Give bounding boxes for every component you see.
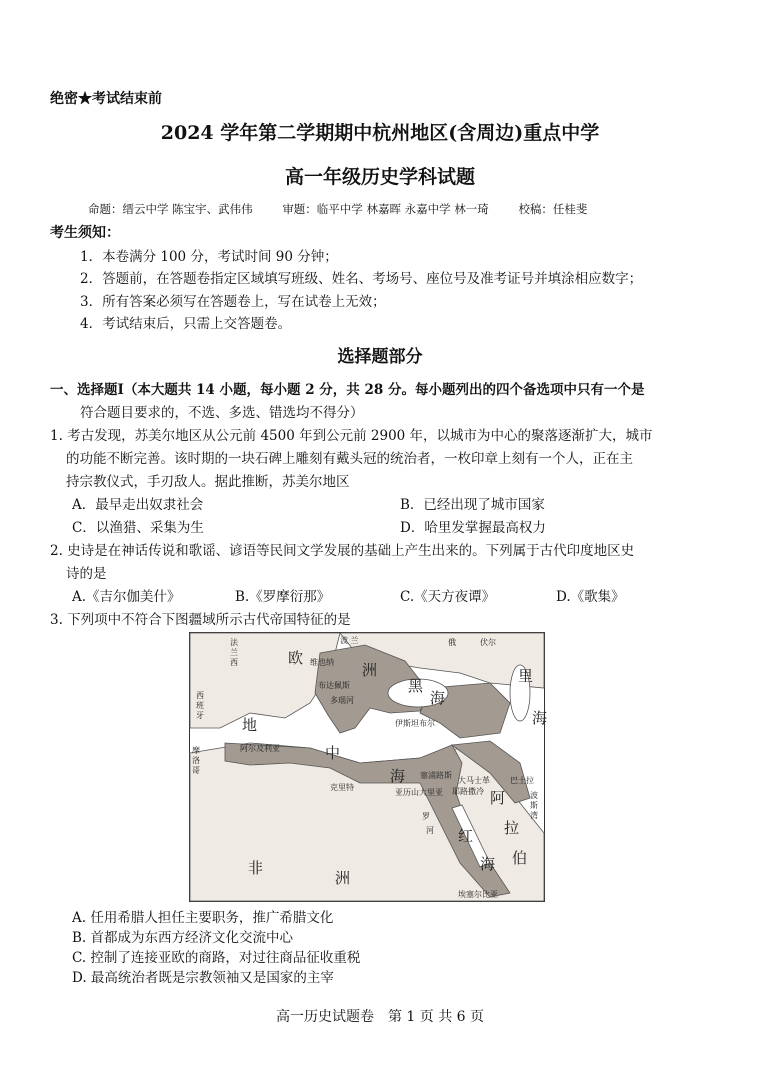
map-label-jerusalem: 耶路撒冷 [452,787,484,796]
map-label-persian-gulf: 湾 [530,811,538,820]
map-label-red-sea: 海 [480,855,496,873]
map-label-spain: 牙 [196,711,204,720]
map-label-africa: 非 [248,859,264,877]
exam-title: 2024 学年第二学期期中杭州地区(含周边)重点中学 [160,122,600,144]
map-label-morocco: 洛 [192,756,200,765]
map-label-alexandria: 亚历山大里亚 [395,788,443,797]
q2-line: 诗的是 [66,566,107,582]
q3-option-c[interactable]: C. 控制了连接亚欧的商路，对过往商品征收重税 [72,950,361,966]
exam-subtitle: 高一年级历史学科试题 [284,166,475,188]
map-label-africa: 洲 [335,869,351,887]
q2-option-d[interactable]: D.《歌集》 [556,589,625,605]
map-label-france: 西 [230,658,238,667]
empire-map [189,632,548,902]
map-label-france: 法 [230,638,238,647]
page-footer: 高一历史试题卷 第 1 页 共 6 页 [275,1009,485,1025]
map-label-mediterranean: 地 [242,716,258,734]
notice-item: 2．答题前，在答题卷指定区域填写班级、姓名、考场号、座位号及准考证号并填涂相应数字； [80,271,643,287]
map-label-mediterranean: 海 [390,767,406,785]
map-label-black-sea: 海 [430,689,446,707]
notice-item: 1．本卷满分 100 分，考试时间 90 分钟； [80,249,338,265]
map-label-mediterranean: 中 [325,744,341,762]
map-label-damascus: 大马士革 [458,776,490,785]
reviewer: 审题：临平中学 林嘉晖 永嘉中学 林一琦 [282,202,489,216]
part-instruction [50,378,644,398]
map-label-bottom: 埃塞尔比亚 [458,890,498,899]
map-label-poland: 波 兰 [340,636,359,645]
map-label-persian-gulf: 波 [530,791,538,800]
q3-option-d[interactable]: D. 最高统治者既是宗教领袖又是国家的主宰 [72,970,334,986]
map-label-spain: 西 [196,691,204,700]
q2-option-b[interactable]: B.《罗摩衍那》 [235,589,331,605]
notice-item: 4．考试结束后，只需上交答题卷。 [80,316,292,332]
proofreader: 校稿：任桂斐 [518,202,588,216]
section-title: 选择题部分 [337,347,423,367]
map-label-vienna: 维也纳 [310,658,334,667]
map-label-morocco: 摩 [192,746,200,755]
map-label-black-sea: 黑 [408,677,424,695]
q1-option-d[interactable]: D．哈里发掌握最高权力 [400,520,546,536]
map-label-arabia: 拉 [504,819,520,837]
map-label-caspian: 海 [532,709,548,727]
q1-option-a[interactable]: A．最早走出奴隶社会 [72,497,204,513]
map-label-red-sea: 红 [458,827,474,845]
q2-option-a[interactable]: A.《吉尔伽美什》 [72,589,181,605]
q1-option-c[interactable]: C．以渔猎、采集为生 [72,520,204,536]
part-line-1: 一、选择题Ⅰ（本大题共 14 小题，每小题 2 分，共 28 分。每小题列出的四个备选项中只有一个是 [50,382,645,398]
map-label-spain: 班 [196,701,204,710]
part-line-2: 符合题目要求的，不选、多选、错选均不得分） [80,405,364,421]
q1-line: 的功能不断完善。该时期的一块石碑上雕刻有戴头冠的统治者，一枚印章上刻有一个人，正在主 [66,451,633,467]
map-label-cyprus: 塞浦路斯 [420,771,452,780]
q1-line: 1. 考古发现，苏美尔地区从公元前 4500 年到公元前 2900 年，以城市为中心的聚落逐渐扩大，城市 [50,428,653,444]
map-label-arabia: 伯 [512,849,528,867]
notice-item: 3．所有答案必须写在答题卷上，写在试卷上无效； [80,294,386,310]
map-label-volga: 伏尔 [480,638,496,647]
map-label-algeria: 阿尔及利亚 [240,744,280,753]
map-label-morocco: 哥 [192,766,200,775]
q3-option-b[interactable]: B. 首都成为东西方经济文化交流中心 [72,930,294,946]
map-label-crete: 克里特 [330,783,354,792]
q3-line: 3. 下列项中不符合下图疆域所示古代帝国特征的是 [50,612,351,628]
map-label-basra: 巴士拉 [510,776,534,785]
map-label-moscow: 俄 [448,638,456,647]
map-label-france: 兰 [230,648,238,657]
notice-heading: 考生须知： [50,225,120,241]
confidential-mark: 绝密★考试结束前 [50,91,162,107]
map-label-persian-gulf: 斯 [530,801,538,810]
map-label-nile: 河 [426,826,434,835]
map-label-europe: 洲 [362,661,378,679]
map-label-arabia: 阿 [490,789,506,807]
q1-option-b[interactable]: B．已经出现了城市国家 [400,497,545,513]
author-line [88,201,613,217]
map-label-danube: 多瑙河 [330,696,354,705]
setter: 命题：缙云中学 陈宝宇、武伟伟 [88,202,253,216]
map-label-europe: 欧 [288,649,304,667]
map-label-caspian: 里 [518,667,534,685]
q3-option-a[interactable]: A. 任用希腊人担任主要职务，推广希腊文化 [72,910,334,926]
q2-line: 2. 史诗是在神话传说和歌谣、谚语等民间文学发展的基础上产生出来的。下列属于古代印度地区史 [50,543,635,559]
map-label-istanbul: 伊斯坦布尔 [395,719,435,728]
q2-option-c[interactable]: C.《天方夜谭》 [400,589,496,605]
map-label-budapest: 布达佩斯 [318,681,350,690]
q1-line: 持宗教仪式，手刃敌人。据此推断，苏美尔地区 [66,474,350,490]
map-label-nile: 罗 [422,812,430,821]
